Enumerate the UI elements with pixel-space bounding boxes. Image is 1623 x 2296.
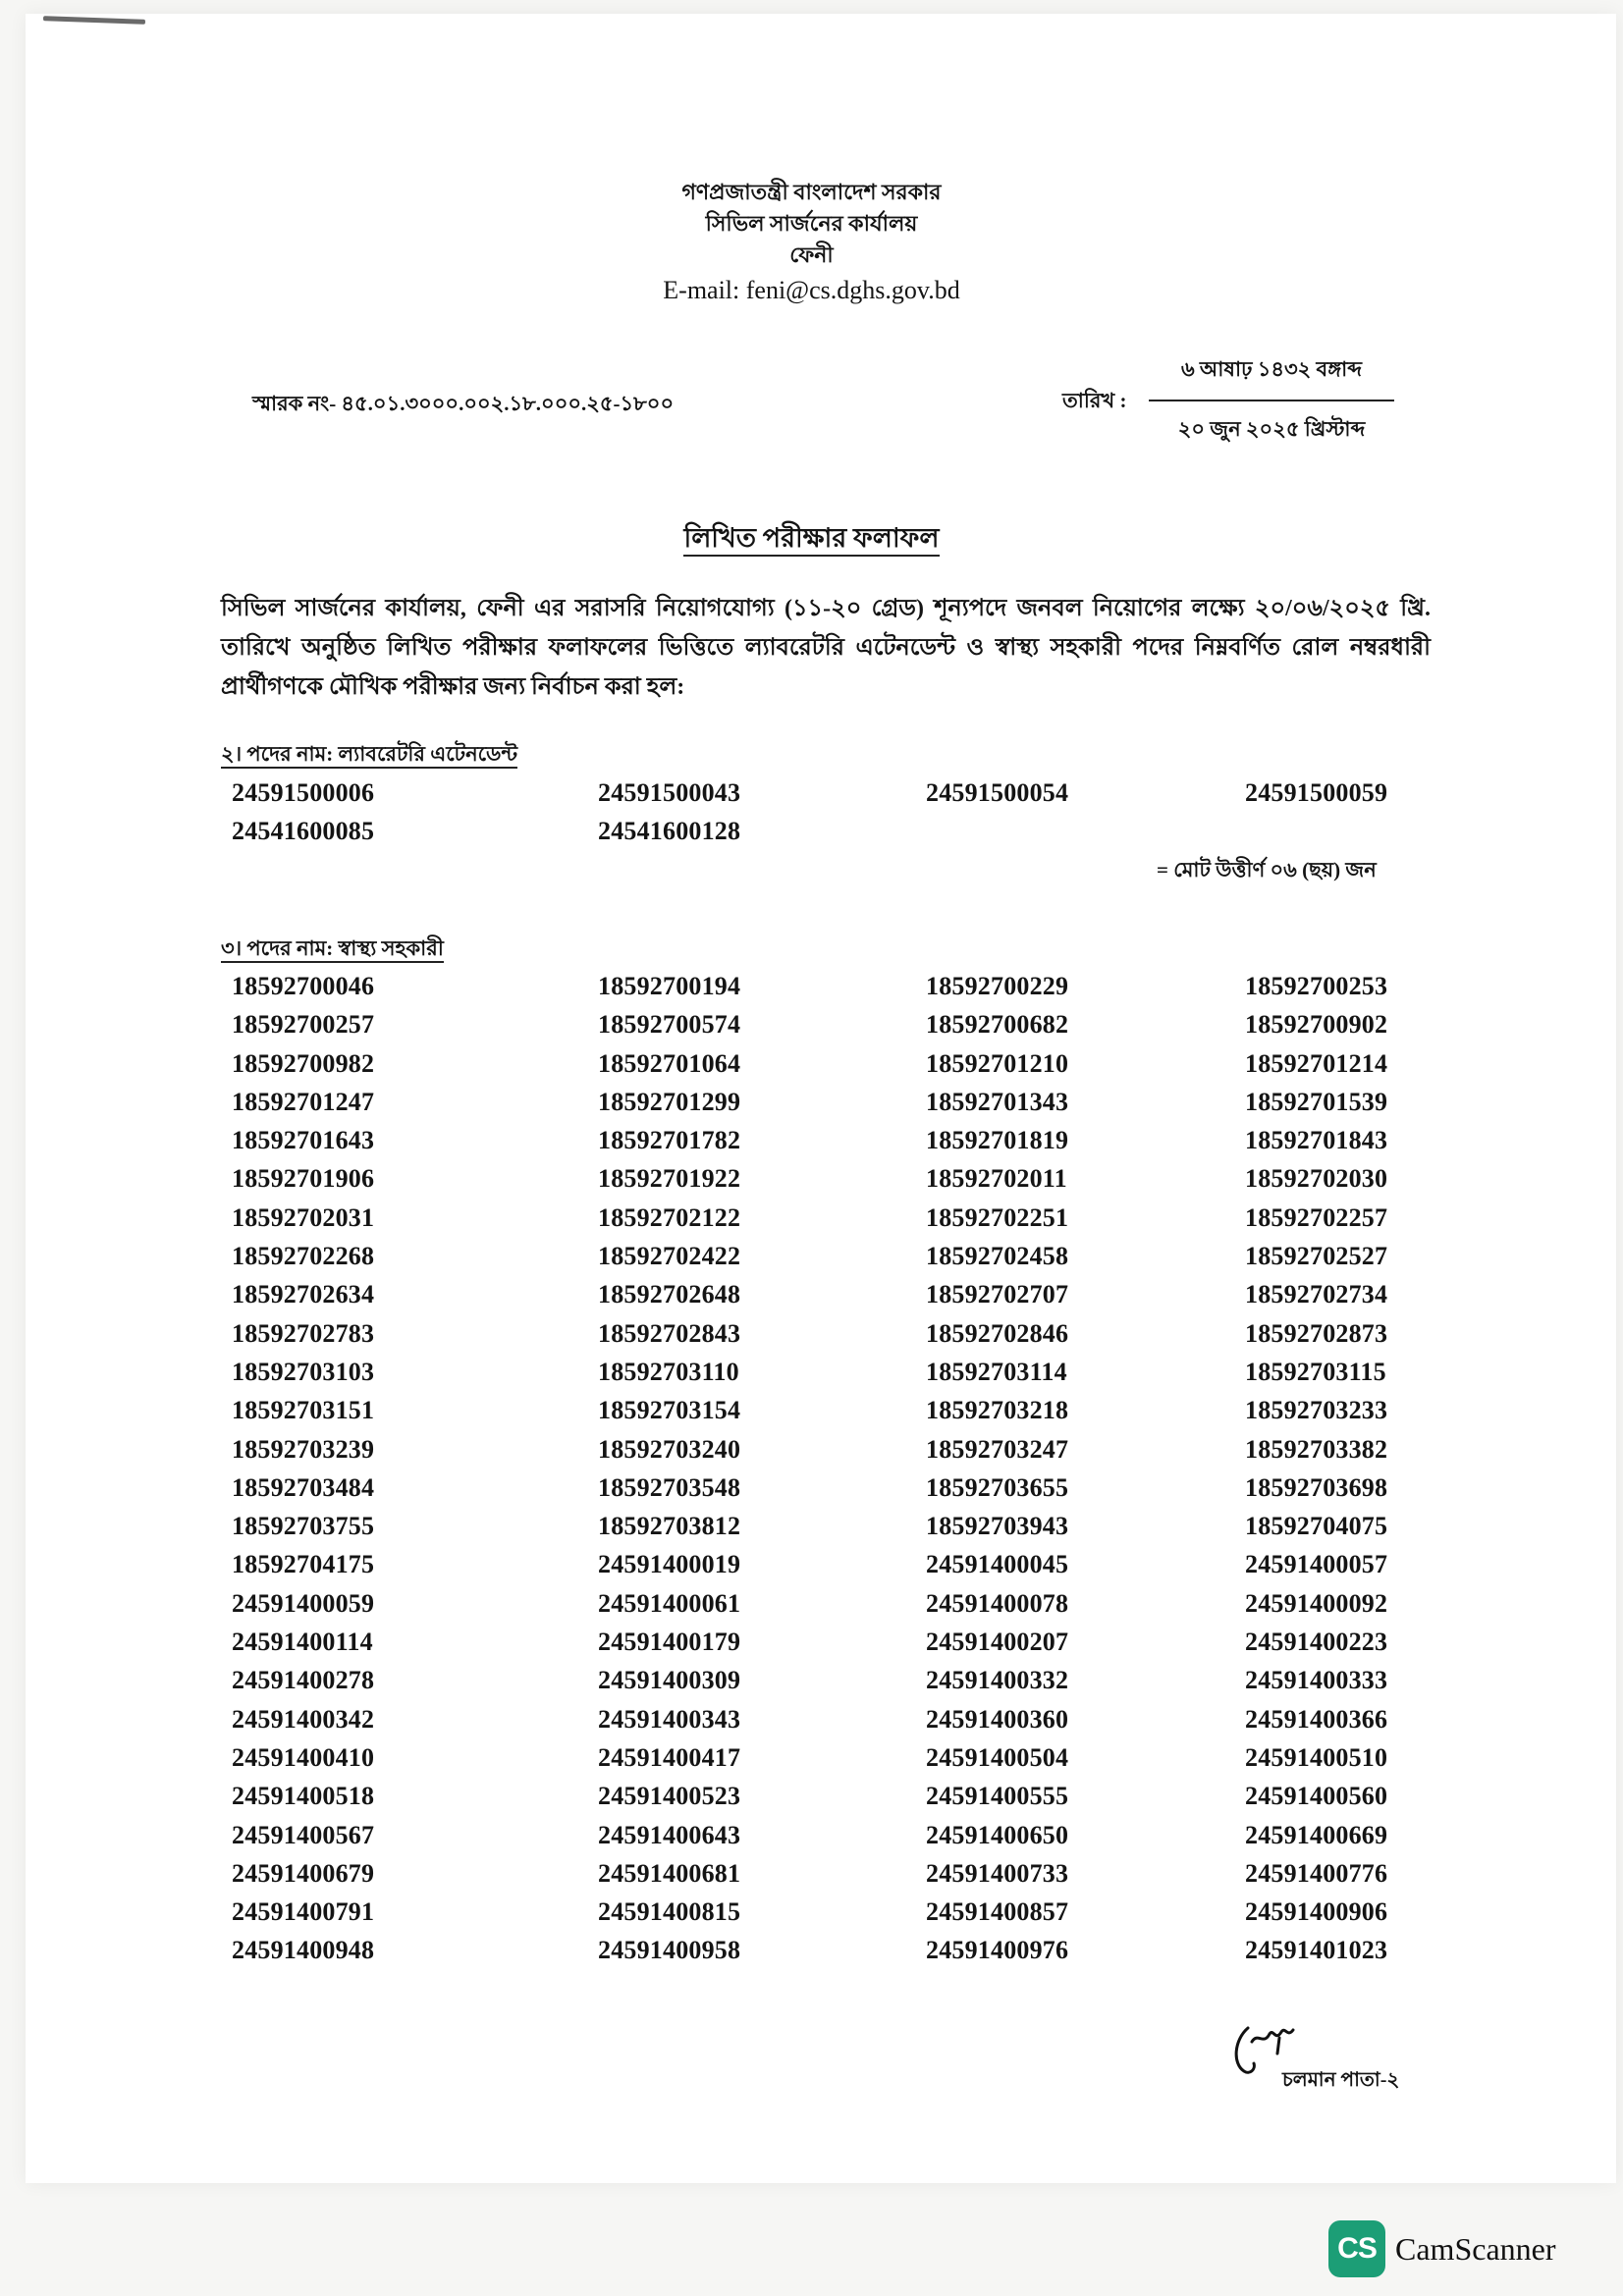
roll-number: 18592701782 (598, 1126, 741, 1155)
roll-number: 18592701539 (1245, 1087, 1388, 1116)
roll-number: 24591500059 (1245, 778, 1388, 807)
roll-number: 18592701643 (232, 1126, 375, 1155)
roll-number: 24591400776 (1245, 1858, 1388, 1888)
roll-number: 18592703115 (1245, 1357, 1386, 1386)
roll-number: 24591400417 (598, 1742, 741, 1772)
roll-number: 24591400518 (232, 1782, 375, 1811)
roll-number: 24591400057 (1245, 1550, 1388, 1579)
roll-number: 24591400555 (926, 1782, 1069, 1811)
roll-number: 24591500043 (598, 778, 741, 807)
roll-number: 18592700257 (232, 1010, 375, 1040)
roll-number: 18592702873 (1245, 1318, 1388, 1348)
roll-number: 24591500054 (926, 778, 1069, 807)
date-block (1149, 353, 1394, 448)
roll-number: 24591400366 (1245, 1704, 1388, 1734)
roll-number: 24591400045 (926, 1550, 1069, 1579)
camscanner-name: CamScanner (1395, 2230, 1556, 2267)
roll-number: 18592703233 (1245, 1396, 1388, 1425)
lab-attendant-heading-text: ২। পদের নাম: ল্যাবরেটরি এটেনডেন্ট (221, 742, 517, 769)
roll-number: 18592700194 (598, 972, 741, 1000)
roll-number: 24541600128 (598, 817, 741, 845)
office-email: E-mail: feni@cs.dghs.gov.bd (663, 276, 960, 304)
roll-number: 18592702843 (598, 1318, 741, 1348)
roll-number: 24591400179 (598, 1628, 741, 1657)
lab-attendant-total: = মোট উত্তীর্ণ ০৬ (ছয়) জন (1157, 858, 1377, 881)
roll-number: 24591400342 (232, 1704, 375, 1734)
lab-attendant-heading (221, 738, 517, 773)
roll-number: 18592702846 (926, 1318, 1069, 1348)
roll-number: 18592702011 (926, 1164, 1067, 1194)
roll-number: 24591400906 (1245, 1897, 1388, 1927)
document-title (0, 518, 1623, 562)
lab-attendant-roll-list (232, 778, 1449, 855)
roll-number: 24541600085 (232, 817, 375, 845)
roll-number: 18592700574 (598, 1010, 741, 1040)
roll-number: 18592700046 (232, 972, 375, 1000)
roll-number: 24591400114 (232, 1628, 373, 1657)
roll-number: 24591400333 (1245, 1666, 1388, 1695)
roll-number: 18592701064 (598, 1048, 741, 1078)
roll-number: 18592702122 (598, 1202, 741, 1232)
government-name: গণপ্রজাতন্ত্রী বাংলাদেশ সরকার (681, 180, 942, 204)
roll-number: 18592703548 (598, 1472, 741, 1502)
health-assistant-heading-text: ৩। পদের নাম: স্বাস্থ্য সহকারী (221, 936, 444, 963)
roll-number: 18592703655 (926, 1472, 1069, 1502)
camscanner-watermark (1328, 2220, 1556, 2277)
roll-number: 24591400650 (926, 1820, 1069, 1849)
roll-number: 24591400019 (598, 1550, 741, 1579)
roll-number: 18592700982 (232, 1048, 375, 1078)
roll-number: 24591400092 (1245, 1588, 1388, 1618)
roll-number: 18592702783 (232, 1318, 375, 1348)
roll-number: 18592704175 (232, 1550, 375, 1579)
camscanner-icon: CS (1328, 2220, 1385, 2277)
roll-number: 18592702458 (926, 1242, 1069, 1271)
roll-number: 18592704075 (1245, 1512, 1388, 1541)
roll-number: 18592703154 (598, 1396, 741, 1425)
roll-number: 24591400679 (232, 1858, 375, 1888)
roll-number: 24591400061 (598, 1588, 741, 1618)
roll-number: 24591400504 (926, 1742, 1069, 1772)
roll-number: 18592703382 (1245, 1434, 1388, 1464)
roll-number: 18592703151 (232, 1396, 375, 1425)
roll-number: 18592703114 (926, 1357, 1067, 1386)
roll-number: 18592702707 (926, 1280, 1069, 1309)
roll-number: 24591400510 (1245, 1742, 1388, 1772)
roll-number: 18592700253 (1245, 972, 1388, 1000)
roll-number: 18592703943 (926, 1512, 1069, 1541)
roll-number: 24591400958 (598, 1936, 741, 1965)
roll-number: 18592700229 (926, 972, 1069, 1000)
intro-paragraph: সিভিল সার্জনের কার্যালয়, ফেনী এর সরাসরি নিয়োগযোগ্য (১১-২০ গ্রেড) শূন্যপদে জনবল নিয়োগের লক্ষ্যে ২০/০৬/২০২৫ খ্রি. তারিখে অনুষ্ঠিত লিখিত পরীক্ষার ফলাফলের ভিত্তিতে ল্যাবরেটরি এটেনডেন্ট ও স্বাস্থ্য সহকারী পদের নিম্নবর্ণিত রোল নম্বরধারী প্রার্থীগণকে মৌখিক পরীক্ষার জন্য নির্বাচন করা হল: (221, 596, 1431, 700)
roll-number: 24591400223 (1245, 1628, 1388, 1657)
roll-number: 18592701247 (232, 1087, 375, 1116)
roll-number: 18592700682 (926, 1010, 1069, 1040)
date-label: তারিখ : (1062, 389, 1127, 412)
letterhead (0, 177, 1623, 310)
roll-number: 24591401023 (1245, 1936, 1388, 1965)
roll-number: 18592701210 (926, 1048, 1069, 1078)
office-name: সিভিল সার্জনের কার্যালয় (705, 211, 918, 236)
roll-number: 18592703698 (1245, 1472, 1388, 1502)
roll-number: 18592702030 (1245, 1164, 1388, 1194)
roll-number: 18592703103 (232, 1357, 375, 1386)
roll-number: 24591400523 (598, 1782, 741, 1811)
health-assistant-heading (221, 933, 444, 967)
roll-number: 24591400857 (926, 1897, 1069, 1927)
roll-number: 24591400567 (232, 1820, 375, 1849)
roll-number: 18592702734 (1245, 1280, 1388, 1309)
roll-number: 18592703110 (598, 1357, 739, 1386)
roll-number: 18592701843 (1245, 1126, 1388, 1155)
roll-number: 18592702648 (598, 1280, 741, 1309)
roll-number: 24591400078 (926, 1588, 1069, 1618)
roll-number: 18592702268 (232, 1242, 375, 1271)
roll-number: 18592701343 (926, 1087, 1069, 1116)
roll-number: 18592703247 (926, 1434, 1069, 1464)
roll-number: 18592702422 (598, 1242, 741, 1271)
roll-number: 18592702031 (232, 1202, 375, 1232)
roll-number: 24591400309 (598, 1666, 741, 1695)
roll-number: 24591400278 (232, 1666, 375, 1695)
roll-number: 18592701906 (232, 1164, 375, 1194)
roll-number: 24591400643 (598, 1820, 741, 1849)
date-bangla: ৬ আষাঢ় ১৪৩২ বঙ্গাব্দ (1149, 353, 1394, 401)
roll-number: 18592702527 (1245, 1242, 1388, 1271)
roll-number: 18592703755 (232, 1512, 375, 1541)
roll-number: 24591400681 (598, 1858, 741, 1888)
continued-page-note: চলমান পাতা-২ (1282, 2069, 1400, 2091)
health-assistant-roll-list (232, 972, 1449, 1975)
roll-number: 24591400669 (1245, 1820, 1388, 1849)
roll-number: 24591400733 (926, 1858, 1069, 1888)
roll-number: 24591400976 (926, 1936, 1069, 1965)
roll-number: 18592702634 (232, 1280, 375, 1309)
roll-number: 24591400343 (598, 1704, 741, 1734)
roll-number: 18592703484 (232, 1472, 375, 1502)
roll-number: 18592703218 (926, 1396, 1069, 1425)
memo-number: স্মারক নং- ৪৫.০১.৩০০০.০০২.১৮.০০০.২৫-১৮০০ (252, 392, 675, 415)
roll-number: 24591400059 (232, 1588, 375, 1618)
roll-number: 18592701819 (926, 1126, 1069, 1155)
roll-number: 24591400360 (926, 1704, 1069, 1734)
roll-number: 24591400560 (1245, 1782, 1388, 1811)
roll-number: 18592703240 (598, 1434, 741, 1464)
date-english: ২০ জুন ২০২৫ খ্রিস্টাব্দ (1177, 417, 1366, 441)
roll-number: 18592702251 (926, 1202, 1069, 1232)
roll-number: 18592702257 (1245, 1202, 1388, 1232)
roll-number: 24591500006 (232, 778, 375, 807)
roll-number: 18592701299 (598, 1087, 741, 1116)
roll-number: 24591400948 (232, 1936, 375, 1965)
roll-number: 18592703239 (232, 1434, 375, 1464)
roll-number: 24591400410 (232, 1742, 375, 1772)
roll-number: 18592701922 (598, 1164, 741, 1194)
district-name: ফেনী (789, 242, 834, 267)
roll-number: 24591400332 (926, 1666, 1069, 1695)
roll-number: 18592701214 (1245, 1048, 1388, 1078)
roll-number: 18592703812 (598, 1512, 741, 1541)
roll-number: 24591400815 (598, 1897, 741, 1927)
roll-number: 24591400791 (232, 1897, 375, 1927)
roll-number: 24591400207 (926, 1628, 1069, 1657)
roll-number: 18592700902 (1245, 1010, 1388, 1040)
document-title-text: লিখিত পরীক্ষার ফলাফল (683, 523, 939, 557)
